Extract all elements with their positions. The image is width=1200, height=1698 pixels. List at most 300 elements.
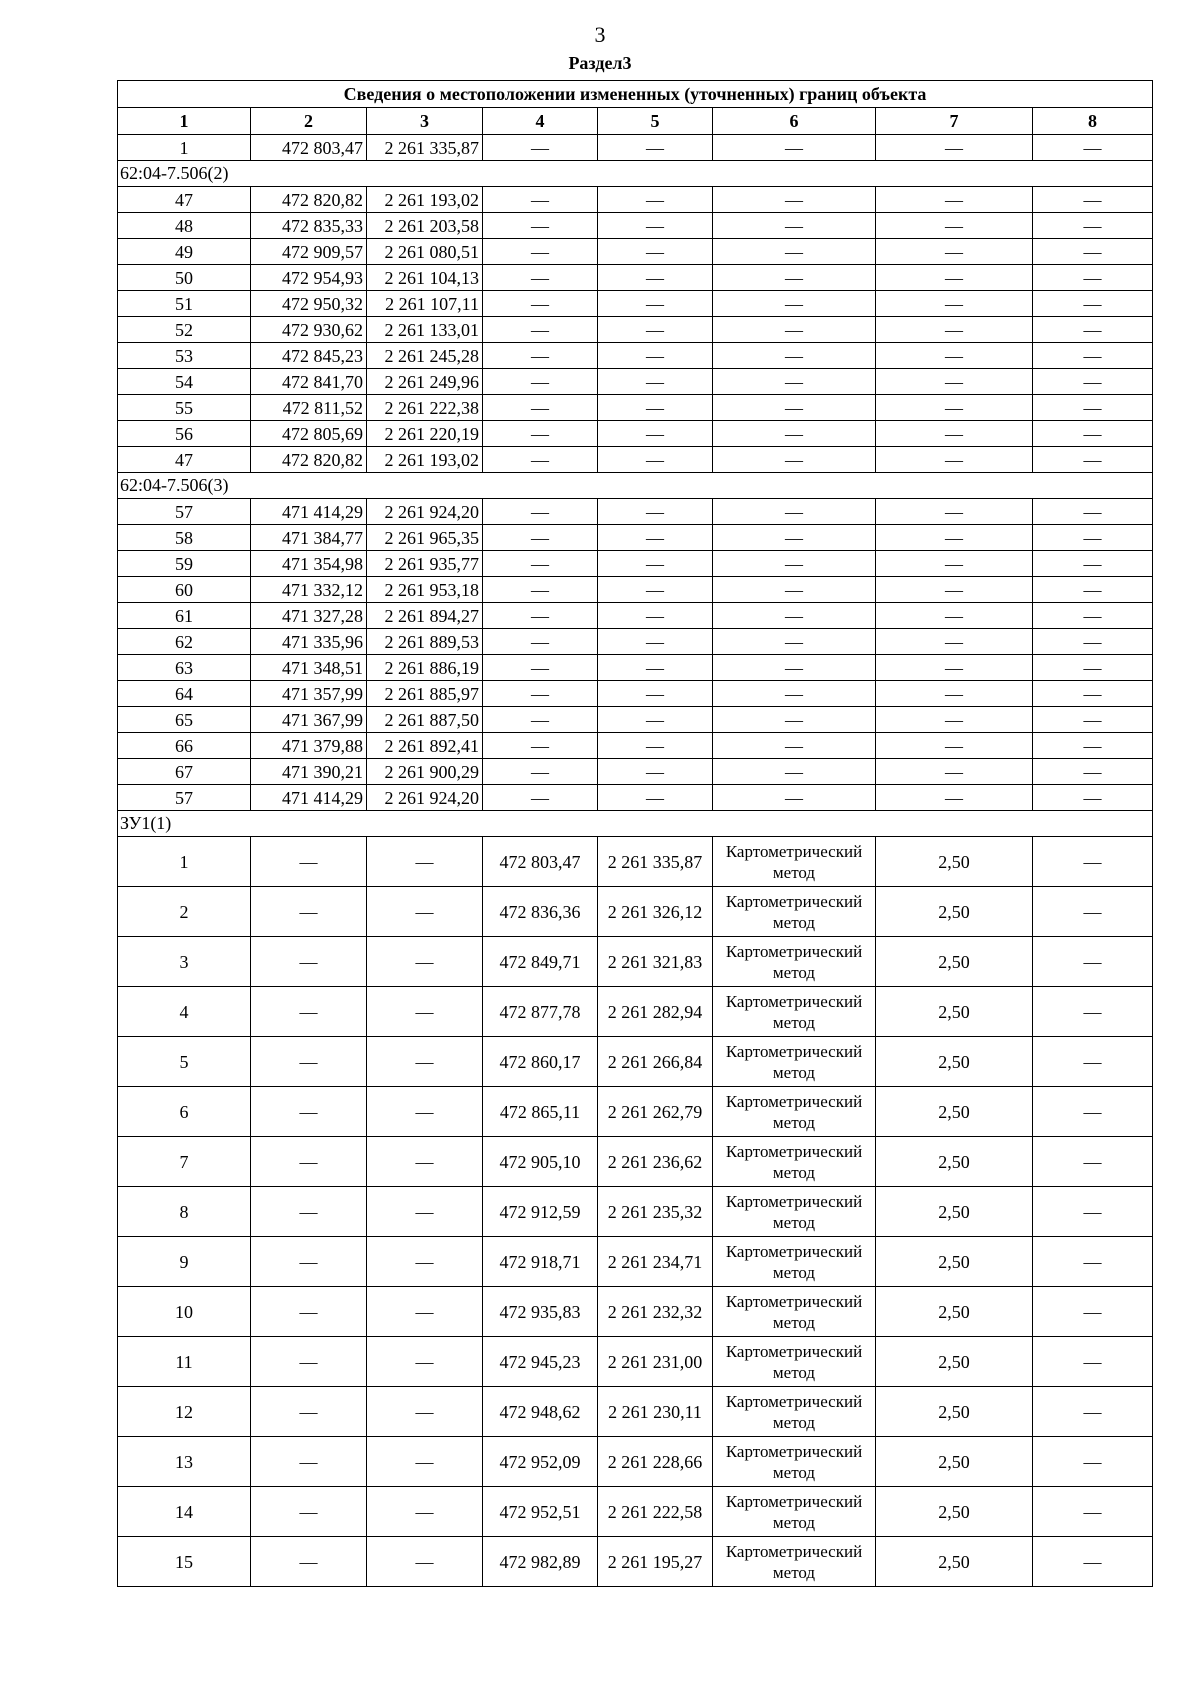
empty-dash: — [876, 681, 1033, 707]
empty-dash: — [367, 987, 483, 1037]
table-row [118, 551, 1153, 577]
empty-dash: — [713, 551, 876, 577]
accuracy: 2,50 [876, 1387, 1033, 1437]
coord-x: 472 836,36 [483, 887, 598, 937]
coord-x: 471 348,51 [251, 655, 367, 681]
point-number: 50 [118, 265, 251, 291]
table-row [118, 1187, 1153, 1237]
coord-x: 472 820,82 [251, 187, 367, 213]
empty-dash: — [713, 213, 876, 239]
empty-dash: — [713, 603, 876, 629]
empty-dash: — [1033, 343, 1153, 369]
table-row [118, 187, 1153, 213]
table-row [118, 447, 1153, 473]
empty-dash: — [1033, 1237, 1153, 1287]
coord-y: 2 261 326,12 [598, 887, 713, 937]
coord-x: 472 905,10 [483, 1137, 598, 1187]
empty-dash: — [598, 499, 713, 525]
empty-dash: — [876, 499, 1033, 525]
point-number: 57 [118, 785, 251, 811]
coord-x: 472 845,23 [251, 343, 367, 369]
accuracy: 2,50 [876, 1337, 1033, 1387]
coord-y: 2 261 924,20 [367, 499, 483, 525]
empty-dash: — [1033, 291, 1153, 317]
coord-y: 2 261 887,50 [367, 707, 483, 733]
empty-dash: — [1033, 785, 1153, 811]
empty-dash: — [483, 681, 598, 707]
method: Картометрический метод [713, 887, 876, 937]
column-header: 6 [713, 108, 876, 135]
coord-x: 472 841,70 [251, 369, 367, 395]
empty-dash: — [483, 447, 598, 473]
column-header: 4 [483, 108, 598, 135]
empty-dash: — [598, 421, 713, 447]
empty-dash: — [876, 343, 1033, 369]
coord-y: 2 261 236,62 [598, 1137, 713, 1187]
coord-x: 472 805,69 [251, 421, 367, 447]
point-number: 1 [118, 837, 251, 887]
empty-dash: — [713, 395, 876, 421]
coord-x: 472 909,57 [251, 239, 367, 265]
point-number: 48 [118, 213, 251, 239]
empty-dash: — [483, 265, 598, 291]
empty-dash: — [251, 1437, 367, 1487]
empty-dash: — [483, 239, 598, 265]
accuracy: 2,50 [876, 1287, 1033, 1337]
table-row [118, 733, 1153, 759]
coord-x: 472 865,11 [483, 1087, 598, 1137]
point-number: 65 [118, 707, 251, 733]
point-number: 13 [118, 1437, 251, 1487]
coord-y: 2 261 222,38 [367, 395, 483, 421]
empty-dash: — [713, 681, 876, 707]
column-header: 1 [118, 108, 251, 135]
table-caption: Сведения о местоположении измененных (уточненных) границ объекта [118, 81, 1153, 108]
coord-y: 2 261 321,83 [598, 937, 713, 987]
coord-y: 2 261 235,32 [598, 1187, 713, 1237]
group-label-row [118, 811, 1153, 837]
accuracy: 2,50 [876, 1487, 1033, 1537]
table-row [118, 239, 1153, 265]
coord-y: 2 261 232,32 [598, 1287, 713, 1337]
empty-dash: — [1033, 1537, 1153, 1587]
empty-dash: — [598, 733, 713, 759]
coord-y: 2 261 230,11 [598, 1387, 713, 1437]
empty-dash: — [1033, 837, 1153, 887]
empty-dash: — [483, 421, 598, 447]
coord-x: 472 860,17 [483, 1037, 598, 1087]
empty-dash: — [367, 1087, 483, 1137]
accuracy: 2,50 [876, 837, 1033, 887]
empty-dash: — [1033, 135, 1153, 161]
coord-y: 2 261 266,84 [598, 1037, 713, 1087]
empty-dash: — [483, 603, 598, 629]
group-label-row [118, 473, 1153, 499]
point-number: 64 [118, 681, 251, 707]
empty-dash: — [483, 733, 598, 759]
method: Картометрический метод [713, 1087, 876, 1137]
method: Картометрический метод [713, 837, 876, 887]
coord-x: 472 849,71 [483, 937, 598, 987]
empty-dash: — [713, 421, 876, 447]
empty-dash: — [367, 1537, 483, 1587]
empty-dash: — [1033, 317, 1153, 343]
coord-x: 471 335,96 [251, 629, 367, 655]
empty-dash: — [251, 1387, 367, 1437]
point-number: 1 [118, 135, 251, 161]
empty-dash: — [598, 551, 713, 577]
empty-dash: — [1033, 395, 1153, 421]
empty-dash: — [1033, 239, 1153, 265]
empty-dash: — [598, 135, 713, 161]
empty-dash: — [483, 499, 598, 525]
point-number: 6 [118, 1087, 251, 1137]
table-row [118, 265, 1153, 291]
coord-y: 2 261 892,41 [367, 733, 483, 759]
empty-dash: — [598, 577, 713, 603]
empty-dash: — [483, 187, 598, 213]
empty-dash: — [251, 1287, 367, 1337]
empty-dash: — [483, 551, 598, 577]
empty-dash: — [1033, 577, 1153, 603]
accuracy: 2,50 [876, 1437, 1033, 1487]
point-number: 12 [118, 1387, 251, 1437]
accuracy: 2,50 [876, 1037, 1033, 1087]
empty-dash: — [598, 317, 713, 343]
empty-dash: — [598, 681, 713, 707]
empty-dash: — [483, 291, 598, 317]
table-row [118, 987, 1153, 1037]
point-number: 15 [118, 1537, 251, 1587]
coord-y: 2 261 245,28 [367, 343, 483, 369]
point-number: 59 [118, 551, 251, 577]
group-label: 62:04-7.506(3) [118, 473, 1153, 499]
empty-dash: — [1033, 265, 1153, 291]
group-label-row [118, 161, 1153, 187]
empty-dash: — [251, 1337, 367, 1387]
point-number: 56 [118, 421, 251, 447]
empty-dash: — [251, 1037, 367, 1087]
column-header: 2 [251, 108, 367, 135]
empty-dash: — [713, 369, 876, 395]
empty-dash: — [598, 369, 713, 395]
empty-dash: — [483, 395, 598, 421]
section-title: Раздел3 [568, 53, 632, 73]
table-row [118, 525, 1153, 551]
coord-y: 2 261 886,19 [367, 655, 483, 681]
coord-y: 2 261 231,00 [598, 1337, 713, 1387]
empty-dash: — [876, 395, 1033, 421]
coord-x: 472 948,62 [483, 1387, 598, 1437]
coord-x: 471 414,29 [251, 499, 367, 525]
empty-dash: — [713, 265, 876, 291]
empty-dash: — [598, 629, 713, 655]
empty-dash: — [251, 1087, 367, 1137]
method: Картометрический метод [713, 987, 876, 1037]
empty-dash: — [1033, 733, 1153, 759]
coord-x: 472 950,32 [251, 291, 367, 317]
column-header: 3 [367, 108, 483, 135]
coord-y: 2 261 335,87 [367, 135, 483, 161]
empty-dash: — [251, 937, 367, 987]
group-label: ЗУ1(1) [118, 811, 1153, 837]
table-row [118, 499, 1153, 525]
coordinates-table [117, 80, 1153, 1587]
empty-dash: — [483, 629, 598, 655]
empty-dash: — [713, 525, 876, 551]
empty-dash: — [876, 239, 1033, 265]
empty-dash: — [876, 421, 1033, 447]
empty-dash: — [367, 1187, 483, 1237]
empty-dash: — [598, 343, 713, 369]
empty-dash: — [1033, 213, 1153, 239]
empty-dash: — [367, 887, 483, 937]
empty-dash: — [251, 1237, 367, 1287]
table-row [118, 1137, 1153, 1187]
header-row [118, 108, 1153, 135]
method: Картометрический метод [713, 1487, 876, 1537]
coord-x: 471 379,88 [251, 733, 367, 759]
empty-dash: — [713, 499, 876, 525]
coord-x: 472 820,82 [251, 447, 367, 473]
empty-dash: — [1033, 1437, 1153, 1487]
empty-dash: — [876, 577, 1033, 603]
point-number: 47 [118, 187, 251, 213]
table-row [118, 655, 1153, 681]
empty-dash: — [367, 1287, 483, 1337]
point-number: 62 [118, 629, 251, 655]
point-number: 7 [118, 1137, 251, 1187]
point-number: 2 [118, 887, 251, 937]
coord-y: 2 261 220,19 [367, 421, 483, 447]
table-row [118, 707, 1153, 733]
empty-dash: — [876, 213, 1033, 239]
empty-dash: — [876, 655, 1033, 681]
coord-x: 471 357,99 [251, 681, 367, 707]
coord-y: 2 261 889,53 [367, 629, 483, 655]
coord-y: 2 261 965,35 [367, 525, 483, 551]
column-header: 7 [876, 108, 1033, 135]
method: Картометрический метод [713, 1137, 876, 1187]
table-row [118, 343, 1153, 369]
empty-dash: — [483, 369, 598, 395]
coord-x: 471 327,28 [251, 603, 367, 629]
empty-dash: — [598, 603, 713, 629]
accuracy: 2,50 [876, 1137, 1033, 1187]
empty-dash: — [483, 213, 598, 239]
coord-y: 2 261 953,18 [367, 577, 483, 603]
coord-y: 2 261 262,79 [598, 1087, 713, 1137]
empty-dash: — [367, 937, 483, 987]
empty-dash: — [483, 525, 598, 551]
empty-dash: — [598, 655, 713, 681]
empty-dash: — [1033, 1137, 1153, 1187]
empty-dash: — [713, 343, 876, 369]
table-row [118, 369, 1153, 395]
coord-y: 2 261 335,87 [598, 837, 713, 887]
empty-dash: — [1033, 937, 1153, 987]
empty-dash: — [876, 135, 1033, 161]
table-row [118, 421, 1153, 447]
empty-dash: — [483, 317, 598, 343]
method: Картометрический метод [713, 1287, 876, 1337]
table-row [118, 135, 1153, 161]
point-number: 47 [118, 447, 251, 473]
coord-x: 472 930,62 [251, 317, 367, 343]
accuracy: 2,50 [876, 1537, 1033, 1587]
accuracy: 2,50 [876, 937, 1033, 987]
accuracy: 2,50 [876, 887, 1033, 937]
empty-dash: — [876, 447, 1033, 473]
table-row [118, 603, 1153, 629]
table-row [118, 1037, 1153, 1087]
empty-dash: — [598, 395, 713, 421]
empty-dash: — [1033, 1087, 1153, 1137]
empty-dash: — [713, 733, 876, 759]
coord-x: 472 945,23 [483, 1337, 598, 1387]
point-number: 54 [118, 369, 251, 395]
empty-dash: — [713, 707, 876, 733]
method: Картометрический метод [713, 1437, 876, 1487]
empty-dash: — [483, 135, 598, 161]
empty-dash: — [251, 1187, 367, 1237]
empty-dash: — [713, 759, 876, 785]
empty-dash: — [713, 629, 876, 655]
point-number: 66 [118, 733, 251, 759]
table-row [118, 1287, 1153, 1337]
empty-dash: — [876, 551, 1033, 577]
coord-x: 472 835,33 [251, 213, 367, 239]
table-row [118, 759, 1153, 785]
empty-dash: — [483, 655, 598, 681]
empty-dash: — [1033, 551, 1153, 577]
point-number: 55 [118, 395, 251, 421]
table-row [118, 317, 1153, 343]
empty-dash: — [1033, 1387, 1153, 1437]
method: Картометрический метод [713, 1187, 876, 1237]
coord-y: 2 261 195,27 [598, 1537, 713, 1587]
table-row [118, 395, 1153, 421]
empty-dash: — [876, 629, 1033, 655]
coord-x: 472 912,59 [483, 1187, 598, 1237]
empty-dash: — [1033, 987, 1153, 1037]
empty-dash: — [1033, 1337, 1153, 1387]
accuracy: 2,50 [876, 1237, 1033, 1287]
point-number: 53 [118, 343, 251, 369]
empty-dash: — [1033, 655, 1153, 681]
empty-dash: — [251, 1487, 367, 1537]
empty-dash: — [251, 887, 367, 937]
empty-dash: — [713, 291, 876, 317]
empty-dash: — [713, 317, 876, 343]
point-number: 52 [118, 317, 251, 343]
empty-dash: — [713, 447, 876, 473]
empty-dash: — [598, 239, 713, 265]
empty-dash: — [713, 785, 876, 811]
point-number: 58 [118, 525, 251, 551]
coord-y: 2 261 080,51 [367, 239, 483, 265]
accuracy: 2,50 [876, 987, 1033, 1037]
empty-dash: — [598, 265, 713, 291]
coord-x: 472 954,93 [251, 265, 367, 291]
empty-dash: — [367, 1437, 483, 1487]
empty-dash: — [876, 603, 1033, 629]
coord-x: 471 332,12 [251, 577, 367, 603]
table-row [118, 291, 1153, 317]
empty-dash: — [876, 707, 1033, 733]
empty-dash: — [598, 447, 713, 473]
coord-y: 2 261 222,58 [598, 1487, 713, 1537]
method: Картометрический метод [713, 937, 876, 987]
empty-dash: — [1033, 1187, 1153, 1237]
empty-dash: — [876, 525, 1033, 551]
table-row [118, 681, 1153, 707]
empty-dash: — [367, 1137, 483, 1187]
coord-y: 2 261 924,20 [367, 785, 483, 811]
empty-dash: — [713, 577, 876, 603]
table-row [118, 1487, 1153, 1537]
empty-dash: — [251, 837, 367, 887]
coord-y: 2 261 249,96 [367, 369, 483, 395]
empty-dash: — [1033, 525, 1153, 551]
coord-y: 2 261 228,66 [598, 1437, 713, 1487]
empty-dash: — [598, 291, 713, 317]
coord-x: 471 354,98 [251, 551, 367, 577]
coord-x: 472 935,83 [483, 1287, 598, 1337]
group-label: 62:04-7.506(2) [118, 161, 1153, 187]
point-number: 67 [118, 759, 251, 785]
point-number: 3 [118, 937, 251, 987]
table-row [118, 1237, 1153, 1287]
table-row [118, 785, 1153, 811]
coord-y: 2 261 900,29 [367, 759, 483, 785]
empty-dash: — [483, 577, 598, 603]
empty-dash: — [1033, 603, 1153, 629]
method: Картометрический метод [713, 1537, 876, 1587]
method: Картометрический метод [713, 1337, 876, 1387]
coord-x: 471 384,77 [251, 525, 367, 551]
method: Картометрический метод [713, 1237, 876, 1287]
empty-dash: — [367, 837, 483, 887]
empty-dash: — [1033, 187, 1153, 213]
empty-dash: — [598, 759, 713, 785]
empty-dash: — [713, 655, 876, 681]
empty-dash: — [598, 707, 713, 733]
point-number: 49 [118, 239, 251, 265]
empty-dash: — [1033, 707, 1153, 733]
point-number: 8 [118, 1187, 251, 1237]
empty-dash: — [876, 785, 1033, 811]
coord-y: 2 261 193,02 [367, 187, 483, 213]
empty-dash: — [1033, 887, 1153, 937]
coord-x: 472 952,51 [483, 1487, 598, 1537]
empty-dash: — [713, 187, 876, 213]
point-number: 14 [118, 1487, 251, 1537]
empty-dash: — [876, 291, 1033, 317]
empty-dash: — [876, 369, 1033, 395]
table-row [118, 577, 1153, 603]
coord-y: 2 261 894,27 [367, 603, 483, 629]
coord-y: 2 261 935,77 [367, 551, 483, 577]
table-row [118, 213, 1153, 239]
empty-dash: — [713, 135, 876, 161]
empty-dash: — [1033, 1287, 1153, 1337]
table-row [118, 1437, 1153, 1487]
coord-x: 472 918,71 [483, 1237, 598, 1287]
table-row [118, 629, 1153, 655]
table-row [118, 1337, 1153, 1387]
empty-dash: — [876, 733, 1033, 759]
